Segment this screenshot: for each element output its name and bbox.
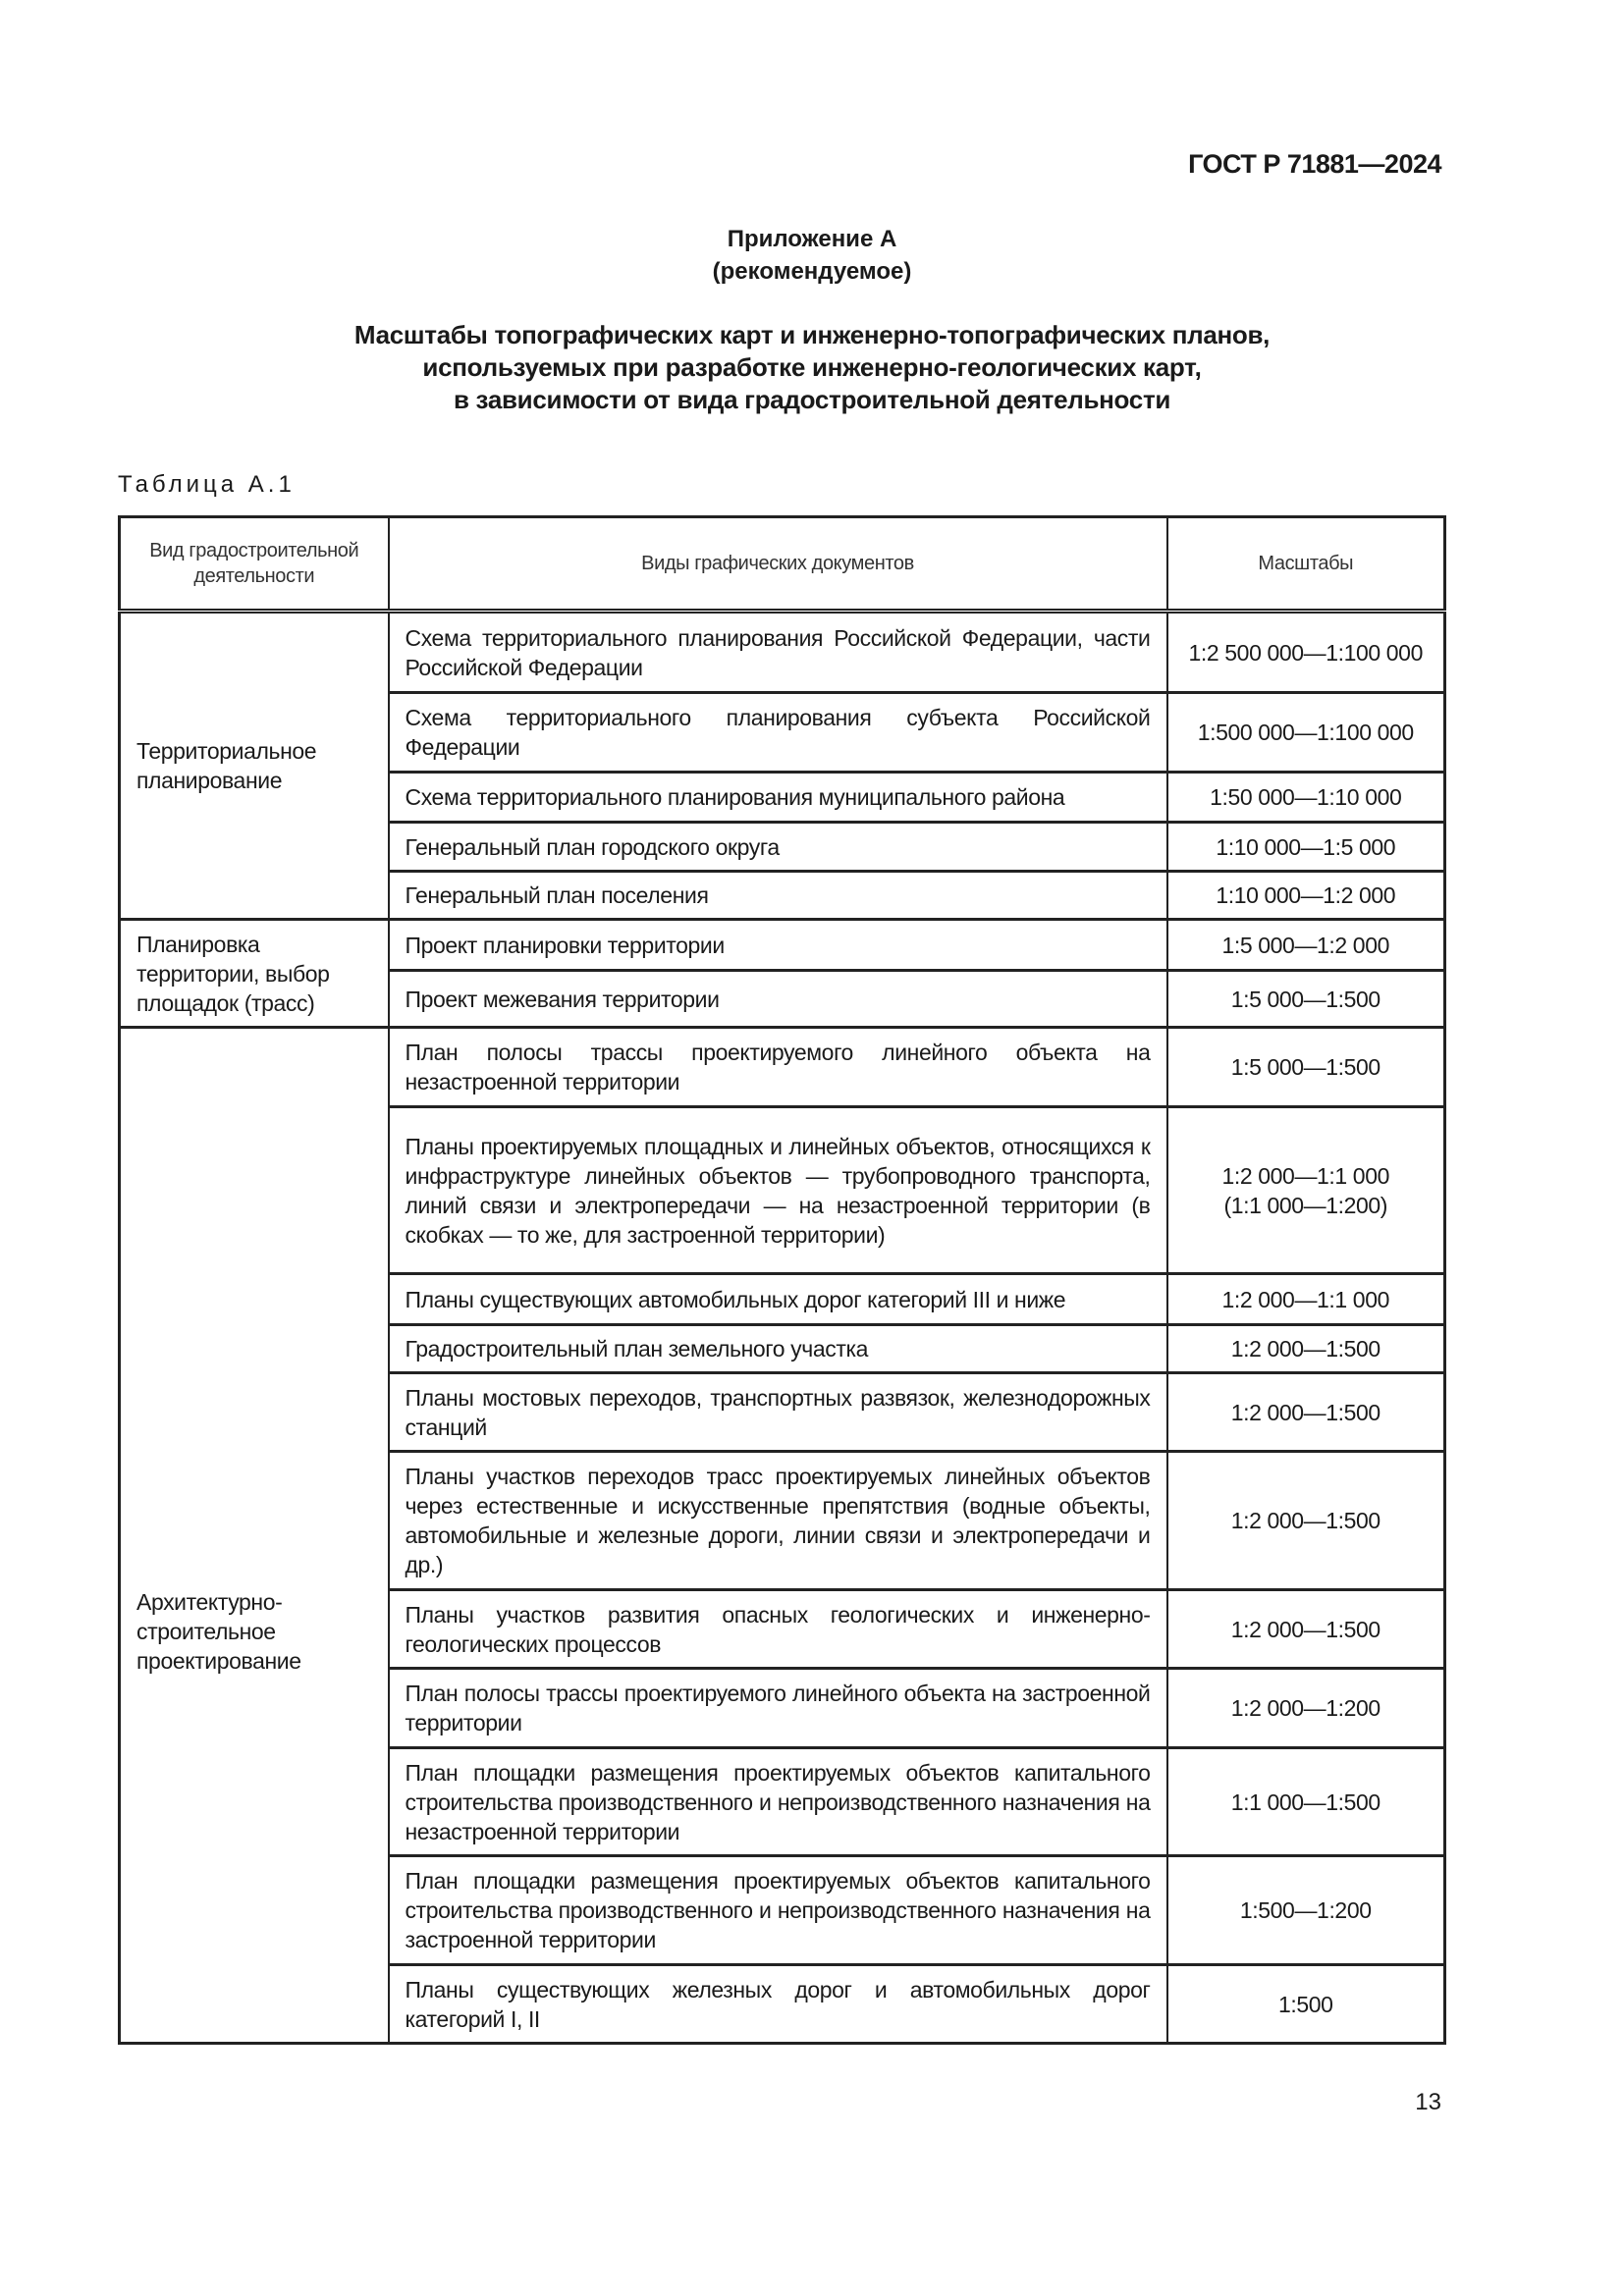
document-cell: План полосы трассы проектируемого линейного объекта на незастроенной территории — [389, 1028, 1167, 1107]
activity-cell: Планировка территории, выбор площадок (трасс) — [120, 920, 389, 1028]
scale-cell: 1:5 000—1:500 — [1167, 1028, 1445, 1107]
scale-cell: 1:10 000—1:5 000 — [1167, 823, 1445, 872]
column-header-activity: Вид градостроительной деятельности — [120, 517, 389, 612]
scale-cell: 1:5 000—1:500 — [1167, 971, 1445, 1028]
document-cell: Генеральный план городского округа — [389, 823, 1167, 872]
scales-table — [118, 515, 1446, 2045]
document-cell: Схема территориального планирования субъекта Российской Федерации — [389, 693, 1167, 773]
heading-line: Масштабы топографических карт и инженерно-топографических планов, — [353, 320, 1271, 349]
scale-cell: 1:2 000—1:500 — [1167, 1325, 1445, 1373]
document-cell: Схема территориального планирования муниципального района — [389, 773, 1167, 823]
scale-cell: 1:5 000—1:2 000 — [1167, 920, 1445, 971]
scale-cell: 1:2 500 000—1:100 000 — [1167, 612, 1445, 693]
table-row — [120, 920, 1445, 971]
scale-cell: 1:1 000—1:500 — [1167, 1748, 1445, 1856]
table-row — [120, 612, 1445, 693]
column-header-scales: Масштабы — [1167, 517, 1445, 612]
document-cell: Планы участков развития опасных геологических и инженерно-геологических процессов — [389, 1590, 1167, 1669]
scale-cell: 1:2 000—1:500 — [1167, 1452, 1445, 1590]
document-cell: Генеральный план поселения — [389, 872, 1167, 920]
document-cell: Проект планировки территории — [389, 920, 1167, 971]
heading-line: используемых при разработке инженерно-геологических карт, — [422, 352, 1202, 382]
scale-cell: 1:500 000—1:100 000 — [1167, 693, 1445, 773]
document-code: ГОСТ Р 71881—2024 — [1188, 149, 1441, 179]
scale-cell: 1:500 — [1167, 1965, 1445, 2044]
document-cell: Градостроительный план земельного участка — [389, 1325, 1167, 1373]
scale-cell: 1:2 000—1:1 000 (1:1 000—1:200) — [1167, 1107, 1445, 1274]
scale-cell: 1:2 000—1:500 — [1167, 1373, 1445, 1452]
scale-cell: 1:2 000—1:1 000 — [1167, 1274, 1445, 1325]
column-header-documents: Виды графических документов — [389, 517, 1167, 612]
activity-cell: Архитектурно-строительное проектирование — [120, 1028, 389, 2044]
scale-cell: 1:10 000—1:2 000 — [1167, 872, 1445, 920]
annex-subtitle: (рекомендуемое) — [712, 258, 912, 285]
document-cell: Проект межевания территории — [389, 971, 1167, 1028]
heading-line: в зависимости от вида градостроительной деятельности — [453, 385, 1171, 414]
scale-cell: 1:50 000—1:10 000 — [1167, 773, 1445, 823]
document-cell: Планы мостовых переходов, транспортных развязок, железнодорожных станций — [389, 1373, 1167, 1452]
document-cell: Планы существующих автомобильных дорог категорий III и ниже — [389, 1274, 1167, 1325]
table-row — [120, 1028, 1445, 1107]
document-cell: План площадки размещения проектируемых объектов капитального строительства производственного и непроизводственного назначения на застроенной территории — [389, 1856, 1167, 1965]
annex-title: Приложение А — [727, 226, 897, 252]
scale-cell: 1:2 000—1:500 — [1167, 1590, 1445, 1669]
document-cell: План площадки размещения проектируемых объектов капитального строительства производственного и непроизводственного назначения на незастроенной территории — [389, 1748, 1167, 1856]
annex-heading — [0, 319, 1624, 416]
page-number: 13 — [1415, 2089, 1441, 2115]
document-cell: Планы участков переходов трасс проектируемых линейных объектов через естественные и искусственные препятствия (водные объекты, автомобильные и железные дороги, линии связи и электропередачи и др.) — [389, 1452, 1167, 1590]
document-cell: Планы существующих железных дорог и автомобильных дорог категорий I, II — [389, 1965, 1167, 2044]
table-header-row — [120, 517, 1445, 612]
table-caption: Таблица А.1 — [118, 471, 296, 498]
scale-cell: 1:2 000—1:200 — [1167, 1669, 1445, 1748]
document-cell: Схема территориального планирования Российской Федерации, части Российской Федерации — [389, 612, 1167, 693]
scale-cell: 1:500—1:200 — [1167, 1856, 1445, 1965]
document-cell: План полосы трассы проектируемого линейного объекта на застроенной территории — [389, 1669, 1167, 1748]
activity-cell: Территориальное планирование — [120, 612, 389, 920]
document-cell: Планы проектируемых площадных и линейных объектов, относящихся к инфраструктуре линейных объектов — трубопроводного транспорта, линий связи и электропередачи — на незастроенной территории (в скобках — то же, для застроенной территории) — [389, 1107, 1167, 1274]
